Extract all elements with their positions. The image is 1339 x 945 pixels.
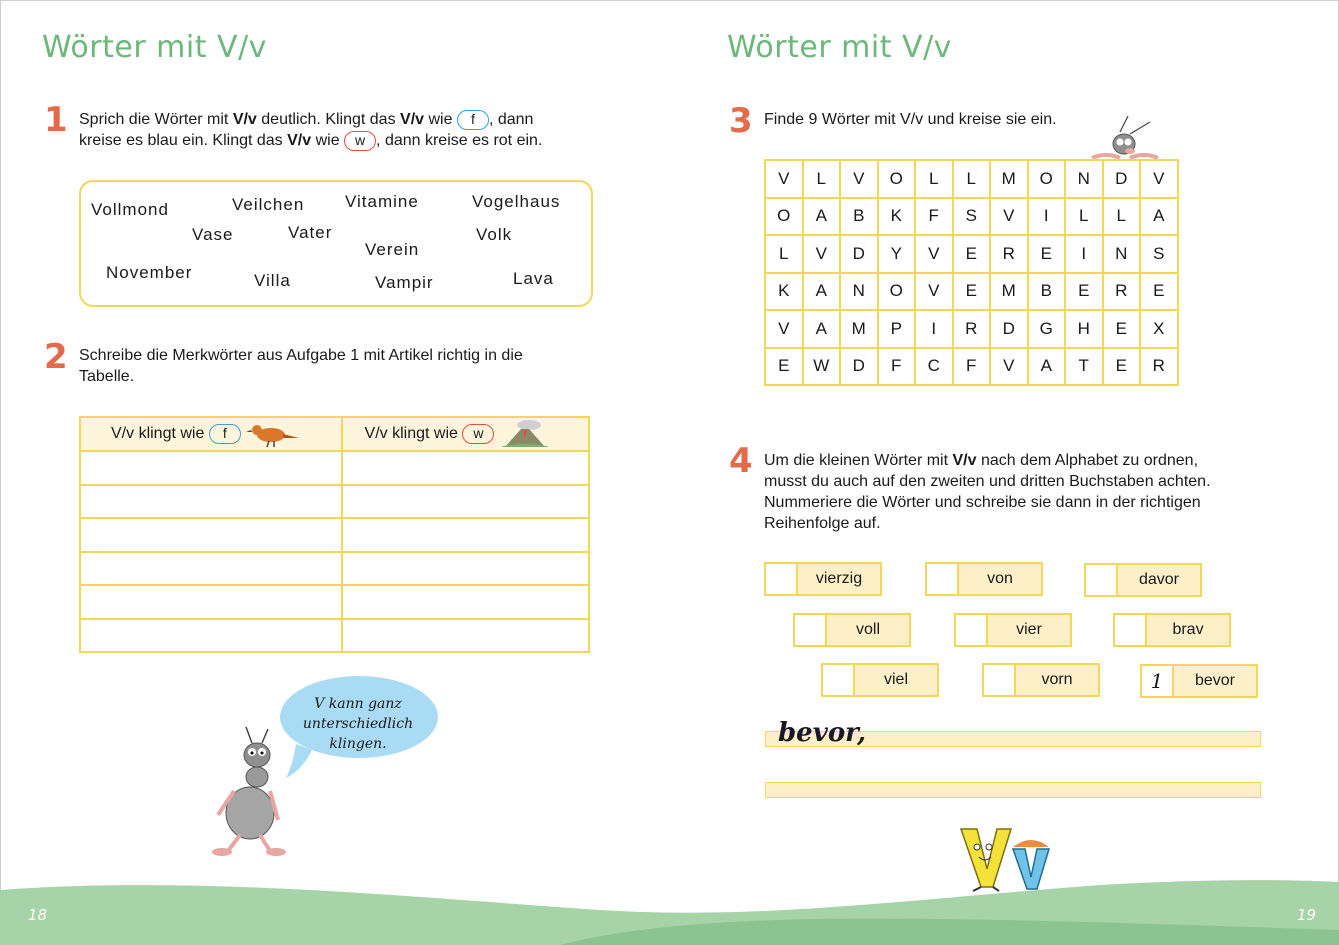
grid-cell[interactable]: S: [953, 198, 991, 236]
grid-cell[interactable]: E: [1103, 310, 1141, 348]
grid-cell[interactable]: B: [1028, 273, 1066, 311]
grid-cell[interactable]: V: [840, 160, 878, 198]
grid-cell[interactable]: L: [1065, 198, 1103, 236]
grid-cell[interactable]: O: [878, 273, 916, 311]
answer-line[interactable]: [765, 782, 1261, 798]
grid-cell[interactable]: W: [803, 348, 841, 386]
word-card-label: voll: [827, 613, 911, 647]
sound-w-badge: w: [462, 424, 494, 444]
page-number-right: 19: [1297, 906, 1317, 924]
word[interactable]: Vater: [288, 223, 333, 242]
grid-cell[interactable]: E: [953, 273, 991, 311]
word-card[interactable]: [793, 613, 911, 647]
grid-cell[interactable]: I: [915, 310, 953, 348]
grid-cell[interactable]: R: [953, 310, 991, 348]
word[interactable]: Vollmond: [91, 200, 169, 219]
word-card[interactable]: [821, 663, 939, 697]
word-card[interactable]: [1084, 563, 1202, 597]
grid-cell[interactable]: T: [1065, 348, 1103, 386]
grid-cell[interactable]: O: [1028, 160, 1066, 198]
grid-cell[interactable]: V: [765, 160, 803, 198]
task3-number: 3: [729, 101, 753, 141]
grid-cell[interactable]: X: [1140, 310, 1178, 348]
table-cell[interactable]: [342, 485, 589, 519]
left-page-title: Wörter mit V/v: [42, 30, 267, 65]
grid-cell[interactable]: K: [878, 198, 916, 236]
grid-cell[interactable]: R: [990, 235, 1028, 273]
grid-cell[interactable]: E: [953, 235, 991, 273]
word[interactable]: Volk: [476, 225, 513, 244]
number-box[interactable]: [1084, 563, 1118, 597]
task1-number: 1: [44, 100, 68, 140]
table-cell[interactable]: [342, 552, 589, 586]
grid-row: [765, 235, 1178, 273]
grid-row: [765, 198, 1178, 236]
volcano-icon: [499, 419, 551, 449]
number-box[interactable]: [982, 663, 1016, 697]
number-box[interactable]: [1113, 613, 1147, 647]
grid-cell[interactable]: L: [803, 160, 841, 198]
grid-cell[interactable]: N: [1103, 235, 1141, 273]
grid-cell[interactable]: I: [1028, 198, 1066, 236]
grid-cell[interactable]: V: [915, 273, 953, 311]
word[interactable]: Vase: [192, 225, 234, 244]
word[interactable]: Vampir: [375, 273, 434, 292]
grid-cell[interactable]: D: [840, 235, 878, 273]
grid-cell[interactable]: E: [1028, 235, 1066, 273]
number-box[interactable]: [954, 613, 988, 647]
grid-cell[interactable]: O: [765, 198, 803, 236]
word[interactable]: Lava: [513, 269, 554, 288]
word-card-label: vorn: [1016, 663, 1100, 697]
grid-cell[interactable]: D: [1103, 160, 1141, 198]
grid-cell[interactable]: S: [1140, 235, 1178, 273]
word-card[interactable]: [954, 613, 1072, 647]
word-card[interactable]: [982, 663, 1100, 697]
table-cell[interactable]: [80, 552, 342, 586]
grid-row: [765, 160, 1178, 198]
hills-decoration: [0, 870, 1339, 945]
table-cell[interactable]: [342, 518, 589, 552]
word-card-label: von: [959, 562, 1043, 596]
grid-cell[interactable]: C: [915, 348, 953, 386]
sound-w-badge: w: [344, 131, 376, 151]
answer-handwriting: bevor,: [778, 718, 867, 748]
grid-cell[interactable]: V: [803, 235, 841, 273]
grid-cell[interactable]: E: [1103, 348, 1141, 386]
grid-cell[interactable]: Y: [878, 235, 916, 273]
table-cell[interactable]: [342, 619, 589, 653]
grid-cell[interactable]: P: [878, 310, 916, 348]
grid-cell[interactable]: F: [915, 198, 953, 236]
number-box[interactable]: [764, 562, 798, 596]
bird-icon: [245, 420, 301, 448]
word-card[interactable]: [925, 562, 1043, 596]
grid-cell[interactable]: G: [1028, 310, 1066, 348]
grid-cell[interactable]: M: [840, 310, 878, 348]
grid-cell[interactable]: M: [990, 273, 1028, 311]
word[interactable]: Vogelhaus: [472, 192, 561, 211]
grid-cell[interactable]: A: [1028, 348, 1066, 386]
grid-row: [765, 348, 1178, 386]
word-card[interactable]: [1113, 613, 1231, 647]
grid-cell[interactable]: D: [990, 310, 1028, 348]
grid-cell[interactable]: V: [765, 310, 803, 348]
word-card[interactable]: [764, 562, 882, 596]
grid-cell[interactable]: L: [953, 160, 991, 198]
sorting-table: [79, 416, 590, 653]
grid-row: [765, 273, 1178, 311]
grid-cell[interactable]: L: [915, 160, 953, 198]
grid-cell[interactable]: A: [803, 273, 841, 311]
word-card-label: davor: [1118, 563, 1202, 597]
page-number-left: 18: [28, 906, 48, 924]
task4-number: 4: [729, 441, 753, 481]
grid-cell[interactable]: K: [765, 273, 803, 311]
word-card-label: bevor: [1174, 664, 1258, 698]
table-cell[interactable]: [342, 451, 589, 485]
word[interactable]: Verein: [365, 240, 420, 259]
table-cell[interactable]: [80, 619, 342, 653]
word-card[interactable]: [1140, 664, 1258, 698]
grid-cell[interactable]: I: [1065, 235, 1103, 273]
table-cell[interactable]: [80, 585, 342, 619]
grid-cell[interactable]: L: [765, 235, 803, 273]
word[interactable]: Veilchen: [232, 195, 305, 214]
grid-cell[interactable]: B: [840, 198, 878, 236]
column-f-header: V/v klingt wie f: [80, 417, 342, 451]
word-search-grid: [764, 159, 1179, 386]
grid-cell[interactable]: A: [803, 310, 841, 348]
table-cell[interactable]: [80, 485, 342, 519]
task1-instruction: Sprich die Wörter mit V/v deutlich. Klingt das V/v wie f , dann kreise es blau ein. Klingt das V/v wie w , dann kreise es rot ein.: [79, 110, 543, 149]
word-card-label: vierzig: [798, 562, 882, 596]
task4-instruction: Um die kleinen Wörter mit V/v nach dem Alphabet zu ordnen, musst du auch auf den zweiten und dritten Buchstaben achten. Nummeriere die Wörter und schreibe sie dann in der richtigen Reihenfolge auf.: [764, 452, 1211, 532]
grid-cell[interactable]: V: [1140, 160, 1178, 198]
grid-cell[interactable]: R: [1140, 348, 1178, 386]
grid-cell[interactable]: D: [840, 348, 878, 386]
number-box[interactable]: [793, 613, 827, 647]
grid-cell[interactable]: R: [1103, 273, 1141, 311]
grid-cell[interactable]: F: [953, 348, 991, 386]
column-w-header: V/v klingt wie w: [342, 417, 589, 451]
word-card-label: brav: [1147, 613, 1231, 647]
grid-cell[interactable]: N: [1065, 160, 1103, 198]
number-box[interactable]: [821, 663, 855, 697]
grid-cell[interactable]: V: [915, 235, 953, 273]
word-card-label: vier: [988, 613, 1072, 647]
grid-cell[interactable]: V: [990, 198, 1028, 236]
task2-instruction: Schreibe die Merkwörter aus Aufgabe 1 mit Artikel richtig in die Tabelle.: [79, 347, 523, 385]
right-page-title: Wörter mit V/v: [727, 30, 952, 65]
number-box[interactable]: 1: [1140, 664, 1174, 698]
sound-f-badge: f: [209, 424, 241, 444]
word[interactable]: Vitamine: [345, 192, 419, 211]
task2-number: 2: [44, 337, 68, 377]
table-cell[interactable]: [80, 451, 342, 485]
grid-cell[interactable]: H: [1065, 310, 1103, 348]
peeking-ant-icon: [1090, 114, 1160, 162]
grid-cell[interactable]: M: [990, 160, 1028, 198]
table-cell[interactable]: [342, 585, 589, 619]
task3-instruction: Finde 9 Wörter mit V/v und kreise sie ein.: [764, 111, 1057, 128]
table-cell[interactable]: [80, 518, 342, 552]
grid-cell[interactable]: E: [1140, 273, 1178, 311]
grid-cell[interactable]: A: [1140, 198, 1178, 236]
speech-bubble-text: V kann ganz unterschiedlich klingen.: [302, 696, 414, 752]
grid-row: [765, 310, 1178, 348]
word[interactable]: Villa: [254, 271, 291, 290]
sound-f-badge: f: [457, 110, 489, 130]
grid-cell[interactable]: E: [765, 348, 803, 386]
word-card-label: viel: [855, 663, 939, 697]
v-mascots-icon: [955, 825, 1055, 895]
grid-cell[interactable]: N: [840, 273, 878, 311]
grid-cell[interactable]: F: [878, 348, 916, 386]
grid-cell[interactable]: V: [990, 348, 1028, 386]
number-box[interactable]: [925, 562, 959, 596]
word[interactable]: November: [106, 263, 193, 282]
grid-cell[interactable]: O: [878, 160, 916, 198]
grid-cell[interactable]: E: [1065, 273, 1103, 311]
grid-cell[interactable]: L: [1103, 198, 1141, 236]
grid-cell[interactable]: A: [803, 198, 841, 236]
